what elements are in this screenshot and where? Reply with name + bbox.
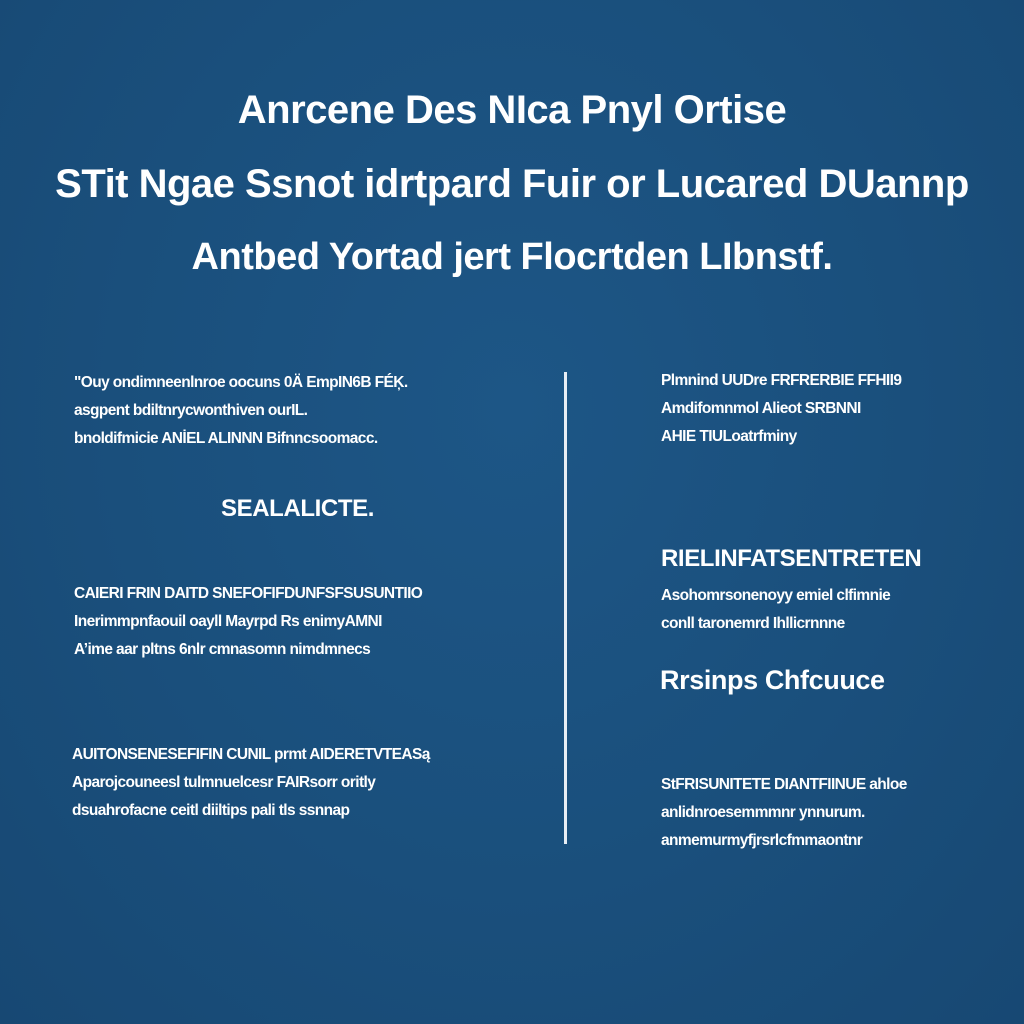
text-line: "Ouy ondimneenlnroe oocuns 0Ä EmpIN6B FÉĶ.	[74, 374, 408, 391]
text-line: StFRISUNITETE DIANTFIINUE ahloe	[661, 776, 907, 793]
right-text-block-3	[661, 771, 907, 855]
left-text-block-3	[72, 741, 430, 825]
right-text-block-1	[661, 367, 901, 451]
text-line: Plmnind UUDre FRFRERBIE FFHII9	[661, 372, 902, 389]
text-line: AHIE TIULoatrfminy	[661, 428, 797, 445]
heading-line-1: Anrcene Des NIca Pnyl Ortise	[237, 88, 787, 132]
text-line: bnoldifmicie ANİEL ALINNN Bifnncsoomacc.	[74, 430, 378, 447]
heading-line-3: Antbed Yortad jert Flocrtden LIbnstf.	[191, 236, 833, 278]
text-line: Inerimmpnfaouil oayll Mayrpd Rs enimyAMNI	[74, 613, 382, 630]
left-text-block-2	[74, 580, 422, 664]
text-line: AUITONSENESEFIFIN CUNIL prmt AIDERETVTEASą	[72, 746, 430, 763]
column-divider	[564, 372, 567, 844]
right-text-block-2	[661, 582, 890, 638]
text-line: Amdifomnmol Alieot SRBNNI	[661, 400, 861, 417]
text-line: CAIERI FRIN DAITD SNEFOFIFDUNFSFSUSUNTIIO	[74, 585, 423, 602]
left-subheading: SEALALICTE.	[221, 495, 374, 522]
text-line: Asohomrsonenoyy emiel clfimnie	[661, 587, 891, 604]
heading-line-2: STit Ngae Ssnot idrtpard Fuir or Lucared DUannp	[55, 162, 969, 206]
right-subheading-1: RIELINFATSENTRETEN	[661, 545, 922, 572]
text-line: anlidnroesemmmnr ynnurum.	[661, 804, 865, 821]
text-line: A’ime aar pltns 6nlr cmnasomn nimdmnecs	[74, 641, 371, 658]
text-line: Aparojcouneesl tulmnuelcesr FAIRsorr oritly	[72, 774, 376, 791]
text-line: dsuahrofacne ceitl diiltips pali tls ssnnap	[72, 802, 350, 819]
text-line: asgpent bdiltnrycwonthiven ourIL.	[74, 402, 308, 419]
left-text-block-1	[74, 369, 408, 453]
right-subheading-2: Rrsinps Chfcuuce	[660, 665, 885, 695]
text-line: conll taronemrd Ihllicrnnne	[661, 615, 845, 632]
text-line: anmemurmyfjrsrlcfmmaontnr	[661, 832, 863, 849]
